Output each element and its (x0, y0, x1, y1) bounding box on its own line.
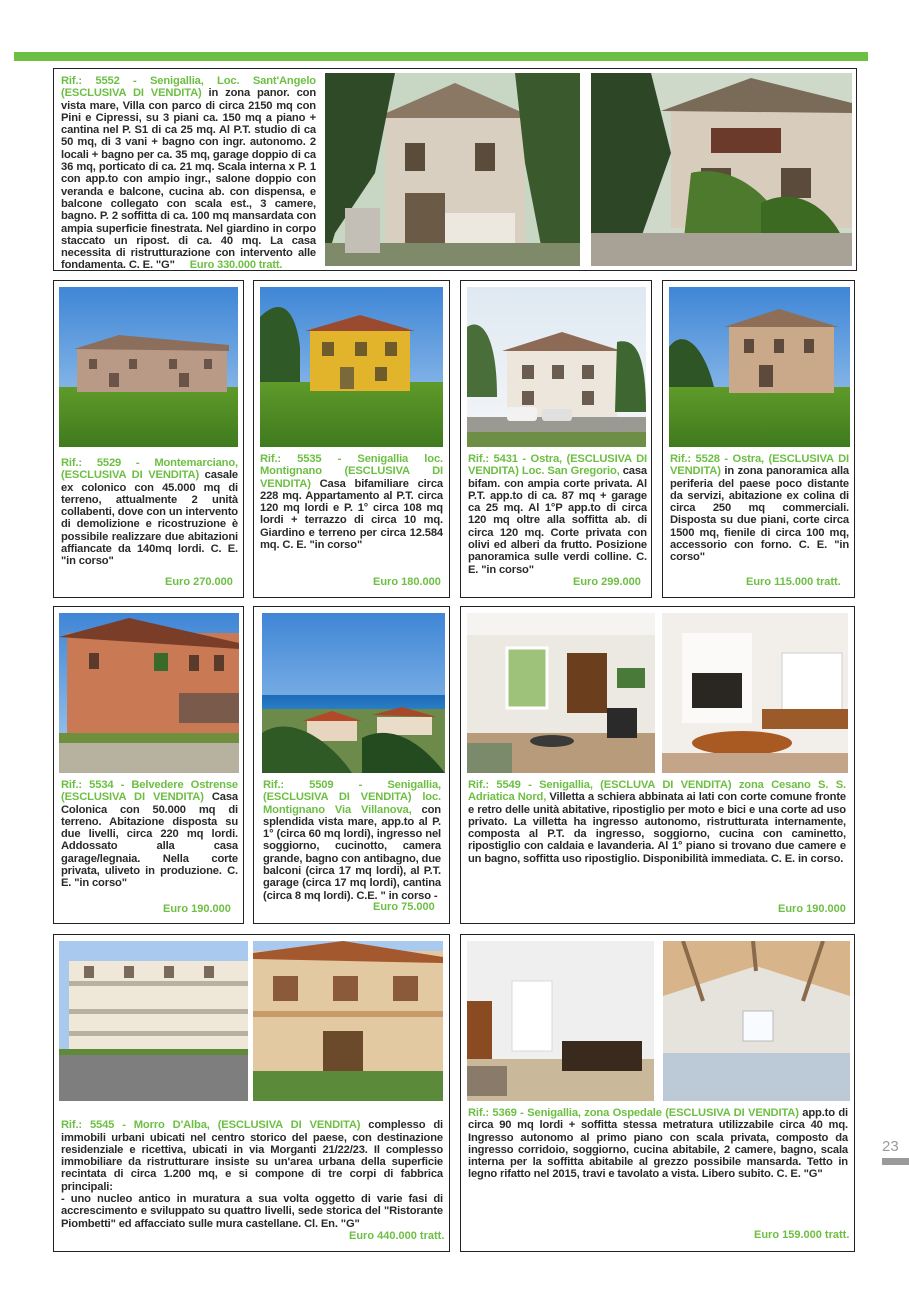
listing-text-5545 (61, 1107, 443, 1230)
listing-photo-attic[interactable] (663, 941, 850, 1101)
listing-card-5534[interactable] (53, 606, 244, 924)
listing-card-5535[interactable] (253, 280, 450, 598)
listing-ref: Rif.: 5509 - Senigallia, (ESCLUSIVA DI VENDITA) loc. Montignano Via Villanova, (263, 779, 441, 816)
listing-ref: Rif.: 5534 - Belvedere Ostrense (ESCLUSIVA DI VENDITA) (61, 779, 238, 804)
listing-body: complesso di immobili urbani ubicati nel centro storico del paese, con destinazione residenziale e ricettiva, ubicati in via Morganti 21/22/23. Il complesso immobiliare da ristrutturare insiste su un'area urbana della superficie recintata di circa 1.200 mq, e si compone di tre corpi di fabbrica principali: - uno nucleo antico in muratura a sua volta oggetto di varie fasi di accrescimento e sviluppato su quattro livelli, sede storica del "Ristorante Piombetti" ed affacciato sulle mura castellane. Cl. En. "G" (61, 1119, 444, 1230)
listing-text-5431 (468, 453, 647, 576)
listing-photo-villa-front[interactable] (325, 73, 580, 266)
listing-photo-country-house[interactable] (669, 287, 850, 447)
listing-photo-farmhouse[interactable] (59, 287, 238, 447)
listing-card-5509[interactable] (253, 606, 450, 924)
listing-price: Euro 180.000 (373, 576, 441, 588)
page-number-bar (882, 1158, 909, 1165)
listing-text-5549 (468, 779, 846, 865)
listing-body: Villetta a schiera abbinata ai lati con corte comune fronte e retro delle unità abitative, ripostiglio per moto e bici e una corte ad uso privato. La villetta ha ingresso autonomo, ristrutturata internamente, composta al P.T. da ingresso, soggiorno, cucina con caminetto, ripostiglio con caldaia e lavanderia. Al 1° piano si trovano due camere e un bagno, soffitta uso ripostiglio. Disponibilità immediata. C. E. in corso. (468, 791, 846, 865)
listing-card-5529[interactable] (53, 280, 244, 598)
listing-photo-bifamiliare[interactable] (467, 287, 646, 447)
listing-body: Casa Colonica con 50.000 mq di terreno. Abitazione disposta su due livelli, circa 220 mq lordi. Addossato alla casa garage/legnaia. Nella corte privata, uliveto in produzione. C. E. "in corso" (61, 791, 238, 890)
listing-card-5549[interactable] (460, 606, 855, 924)
listing-ref: Rif.: 5431 - Ostra, (ESCLUSIVA DI VENDITA) Loc. San Gregorio, (468, 453, 647, 478)
listing-body: in zona panor. con vista mare, Villa con parco di circa 2150 mq con Pini e Cipressi, su 3 piani ca. 150 mq a piano + cantina nel P. S1 di ca 25 mq. Al P.T. studio di ca 50 mq, di 3 vani + bagno con ingr. autonomo. 2 locali + bagno per ca. 35 mq, garage doppio di ca 36 mq, porticato di ca. 21 mq. Scala interna x P. 1 con app.to con ampio ingr., salone doppio con veranda e balcone, cucina ab. con dispensa, e balcone collegato con scala est., 3 camere, bagno. P. 2 soffitta di ca. 100 mq mansardata con ampia superficie finestrata. Nel giardino in corpo staccato un ripost. di ca. 40 mq. La casa necessita di ristrutturazione con intervento alle fondamenta. C. E. "G" (61, 87, 317, 271)
listing-card-5528[interactable] (662, 280, 855, 598)
listing-card-5552[interactable] (53, 68, 857, 271)
listing-text-5534 (61, 779, 238, 890)
listing-photo-apartment-room[interactable] (467, 941, 654, 1101)
listing-text-5552 (61, 75, 316, 271)
listing-price: Euro 159.000 tratt. (754, 1229, 850, 1241)
listing-photo-yellow-house[interactable] (260, 287, 443, 447)
listing-body: app.to di circa 90 mq lordi + soffitta stessa metratura utilizzabile circa 40 mq. Ingresso autonomo al primo piano con scala privata, composto da ingresso corridoio, soggiorno, cucina abitabile, 2 camere, bagno, scala interna per la soffitta abitabile al grezzo possibile mansarda. Tetto in legno rifatto nel 2015, travi e tavolato a vista. Libero subito. C. E. "G" (468, 1107, 848, 1181)
listing-body: casale ex colonico con 45.000 mq di terreno, attualmente 2 unità collabenti, dove con un intervento di demolizione e ricostruzione è possibile realizzare due abitazioni affiancate da 140mq lordi. C. E. "in corso" (61, 469, 238, 568)
listing-price: Euro 190.000 (778, 903, 846, 915)
listing-ref: Rif.: 5528 - Ostra, (ESCLUSIVA DI VENDITA) (670, 453, 849, 478)
listing-text-5509 (263, 779, 441, 902)
listing-card-5431[interactable] (460, 280, 652, 598)
listing-photo-villa-side[interactable] (591, 73, 852, 266)
page-number: 23 (882, 1138, 899, 1155)
listing-price: Euro 440.000 tratt. (349, 1230, 445, 1242)
listing-ref: Rif.: 5552 - Senigallia, Loc. Sant'Angelo (ESCLUSIVA DI VENDITA) (61, 75, 316, 100)
listing-text-5528 (670, 453, 849, 564)
listing-photo-complex-facade[interactable] (253, 941, 443, 1101)
listing-price: Euro 115.000 tratt. (746, 576, 841, 588)
listing-text-5369 (468, 1107, 848, 1181)
listing-ref: Rif.: 5529 - Montemarciano, (ESCLUSIVA DI VENDITA) (61, 457, 238, 482)
listing-body: con splendida vista mare, app.to al P. 1° (circa 60 mq lordi), ingresso nel soggiorno, cucinotto, camera grande, bagno con antibagno, due balconi (circa 17 mq lordi), al P.T. garage (circa 17 mq lordi), cantina (circa 8 mq lordi). C.E. " in corso - (263, 803, 441, 902)
listing-text-5529 (61, 457, 238, 568)
listing-price: Euro 270.000 (165, 576, 233, 588)
listing-body: casa bifam. con ampia corte privata. Al P.T. app.to di ca. 87 mq + garage ca 25 mq. Al 1°P app.to di circa 120 mq oltre alla soffitta ab. di circa 120 mq. Corte privata con olivi ed alberi da frutto. Posizione panoramica sulle verdi colline. C. E. "in corso" (468, 465, 648, 576)
listing-price: Euro 190.000 (163, 903, 231, 915)
listing-ref: Rif.: 5369 - Senigallia, zona Ospedale (ESCLUSIVA DI VENDITA) (468, 1107, 799, 1119)
header-accent-bar (14, 52, 868, 61)
listing-ref: Rif.: 5545 - Morro D'Alba, (ESCLUSIVA DI VENDITA) (61, 1119, 361, 1132)
listing-photo-colonica[interactable] (59, 613, 239, 773)
listing-body: in zona panoramica alla periferia del paese poco distante da servizi, abitazione ex colina di circa 250 mq commerciali. Disposta su due piani, corte circa 1500 mq, fienile di circa 100 mq, accessorio con forno. C. E. "in corso" (670, 465, 849, 564)
listing-ref: Rif.: 5549 - Senigallia, (ESCLUVA DI VENDITA) zona Cesano S. S. Adriatica Nord, (468, 779, 846, 804)
listing-photo-kitchen[interactable] (662, 613, 848, 773)
listing-card-5545[interactable] (53, 934, 450, 1252)
listing-ref: Rif.: 5535 - Senigallia loc. Montignano (ESCLUSIVA DI VENDITA) (260, 453, 443, 490)
listing-text-5535 (260, 453, 443, 551)
listing-price: Euro 75.000 (373, 901, 435, 913)
listing-photo-sea-view[interactable] (262, 613, 445, 773)
listing-photo-living-room[interactable] (467, 613, 655, 773)
listing-card-5369[interactable] (460, 934, 855, 1252)
listing-price: Euro 330.000 tratt. (189, 259, 283, 271)
listing-price: Euro 299.000 (573, 576, 641, 588)
listing-body: Casa bifamiliare circa 228 mq. Appartamento al P.T. circa 120 mq lordi e P. 1° circa 108 mq lordi + terrazzo di circa 10 mq. Giardino e terreno per circa 12.584 mq. C. E. "in corso" (260, 477, 443, 552)
listing-photo-complex-building[interactable] (59, 941, 248, 1101)
